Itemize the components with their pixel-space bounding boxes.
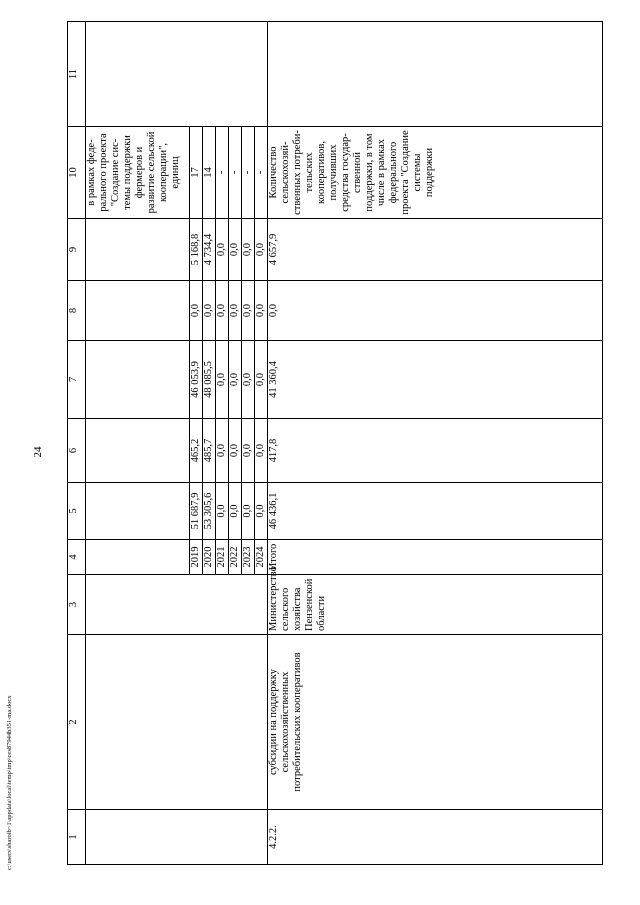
item-number: 4.2.2.	[268, 810, 603, 865]
item-executor: Министерство сельского хозяйства Пензенской области	[268, 575, 603, 635]
table-row-item-4-2-2: 4.2.2. субсидии на поддержку сельскохозяйственных потребительских кооперативов Министерство сельского хозяйства Пензенской области Итого 46 436,1 417,8 41 360,4 0,0 4 657,9 Количество сельскохозяй-ственных потреби-тельских кооперативов, получивших средства государ-ственной поддержки, в том числе в рамках федерального проекта "Создание системы поддержки	[268, 22, 603, 865]
header-cell: 1	[68, 810, 86, 865]
header-cell: 7	[68, 341, 86, 419]
header-cell: 10	[68, 127, 86, 219]
header-cell: 6	[68, 419, 86, 483]
budget-table	[67, 21, 603, 865]
header-cell: 8	[68, 281, 86, 341]
indicator-text-continued: в рамках феде-ральногo проекта "Создание сис-темы поддержки фермеров и развитие сельской кооперации", единиц	[86, 127, 190, 219]
header-cell: 2	[68, 635, 86, 810]
document-table-region	[67, 22, 622, 865]
table-row: 2023 0,0 0,0 0,0 0,0 0,0 -	[242, 22, 255, 865]
item-name: субсидии на поддержку сельскохозяйственных потребительских кооперативов	[268, 635, 603, 810]
header-cell: 9	[68, 219, 86, 281]
table-row: 2024 0,0 0,0 0,0 0,0 0,0 -	[255, 22, 268, 865]
table-row: 2021 0,0 0,0 0,0 0,0 0,0 -	[216, 22, 229, 865]
header-cell: 4	[68, 540, 86, 575]
indicator-text: Количество сельскохозяй-ственных потреби-тельских кооперативов, получивших средства государ-ственной поддержки, в том числе в рамках федерального проекта "Создание системы поддержки	[268, 127, 603, 219]
page-number: 24	[32, 446, 44, 458]
header-cell: 11	[68, 22, 86, 127]
table-row: 2019 51 687,9 465,2 46 053,9 0,0 5 168,8 17	[190, 22, 203, 865]
header-row	[68, 22, 86, 865]
table-row	[86, 22, 190, 865]
footer-file-path: c:\users\sharoib~1\appdata\local\temp\tmp\ces87944b351-ma.docx	[6, 695, 13, 870]
header-cell: 5	[68, 483, 86, 540]
table-row: 2022 0,0 0,0 0,0 0,0 0,0 -	[229, 22, 242, 865]
table-row: 2020 53 305,6 485,7 48 085,5 0,0 4 734,4 14	[203, 22, 216, 865]
header-cell: 3	[68, 575, 86, 635]
item-total-label: Итого	[268, 540, 603, 575]
